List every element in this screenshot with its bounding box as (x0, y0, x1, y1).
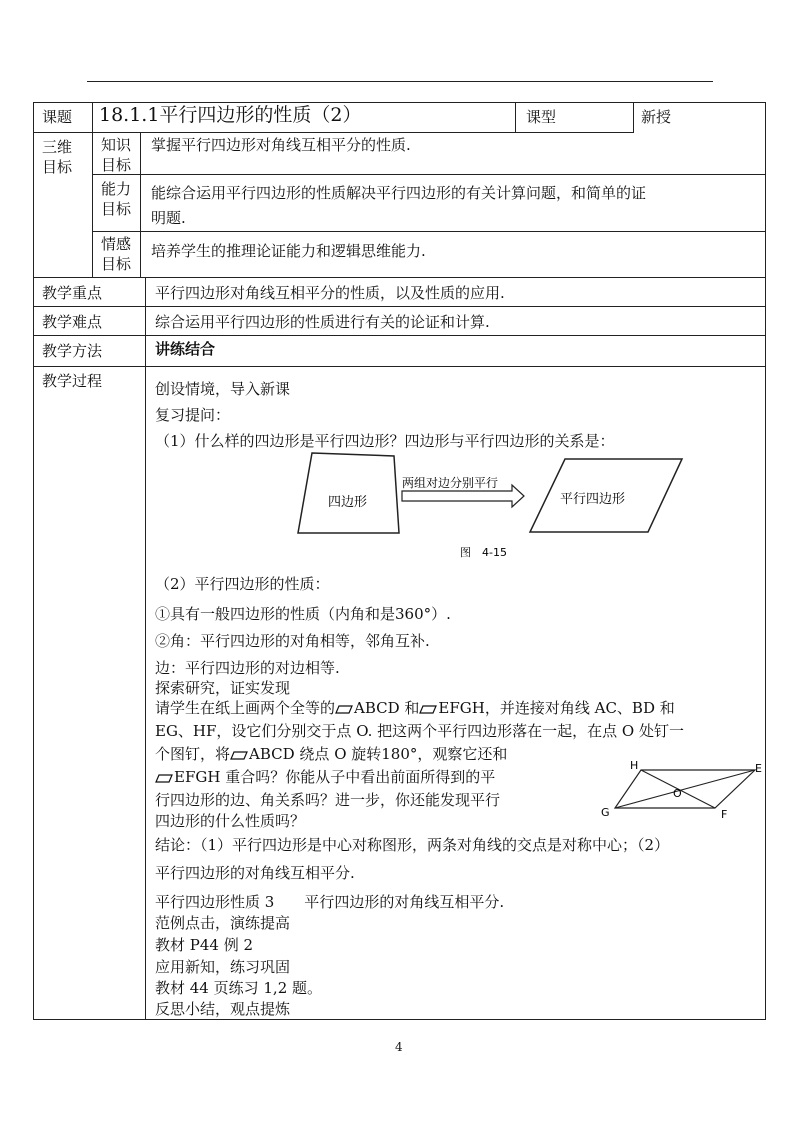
method-text: 讲练结合 (155, 340, 216, 358)
vertex-g: G (601, 806, 610, 819)
knowledge-label-2: 目标 (101, 156, 132, 174)
parallelogram-icon (155, 774, 173, 783)
summary-title: 反思小结，观点提炼 (155, 1000, 291, 1018)
process-review: 复习提问： (155, 406, 231, 424)
parallelogram-label: 平行四边形 (560, 492, 626, 507)
property-3: 边：平行四边形的对边相等. (155, 659, 340, 677)
quadrilateral-label: 四边形 (328, 495, 368, 510)
method-label: 教学方法 (42, 342, 103, 360)
explore-line-1 (155, 697, 675, 719)
quadrilateral-shape (298, 453, 399, 533)
ability-text-2: 明题. (151, 209, 186, 227)
figure-caption: 图 4-15 (460, 546, 507, 559)
explore-line-3 (155, 743, 507, 765)
arrow-label: 两组对边分别平行 (402, 476, 499, 490)
vertex-e: E (755, 762, 762, 775)
knowledge-text: 掌握平行四边形对角线互相平分的性质. (151, 136, 411, 154)
explore-line-2: EG、HF，设它们分别交于点 O. 把这两个平行四边形落在一起，在点 O 处钉一 (155, 722, 684, 740)
quadrilateral-relation-figure (290, 451, 690, 561)
parallelogram-icon (419, 705, 437, 714)
explore-line-1a: 请学生在纸上画两个全等的 (155, 699, 336, 717)
lesson-title: 18.1.1平行四边形的性质（2） (99, 104, 362, 126)
explore-line-4-text: EFGH 重合吗？你能从子中看出前面所得到的平 (174, 768, 496, 786)
vertex-f: F (721, 808, 728, 820)
explore-line-1b: ABCD 和 (354, 699, 420, 717)
ability-label-2: 目标 (101, 200, 132, 218)
question-1: （1）什么样的四边形是平行四边形？四边形与平行四边形的关系是： (155, 432, 615, 450)
question-2: （2）平行四边形的性质： (155, 575, 330, 593)
parallelogram-icon (335, 705, 353, 714)
explore-title: 探索研究，证实发现 (155, 679, 291, 697)
process-label: 教学过程 (42, 372, 103, 390)
vertex-h: H (630, 759, 639, 772)
emotion-label-2: 目标 (101, 255, 132, 273)
keypoint-text: 平行四边形对角线互相平分的性质，以及性质的应用. (155, 284, 505, 302)
center-o: O (673, 787, 682, 800)
explore-line-3b: ABCD 绕点 O 旋转180°，观察它还和 (249, 745, 508, 763)
explore-line-6: 四边形的什么性质吗？ (155, 812, 306, 830)
parallelogram-efgh-figure (597, 758, 767, 820)
conclusion-2: 平行四边形的对角线互相平分. (155, 864, 355, 882)
explore-line-4 (155, 766, 495, 788)
header-rule (87, 81, 713, 82)
explore-line-3a: 个图钉，将 (155, 745, 231, 763)
parallelogram-icon (230, 751, 248, 760)
label-topic: 课题 (42, 108, 73, 126)
goals-label-2: 目标 (42, 158, 73, 176)
ability-label-1: 能力 (101, 180, 132, 198)
property-2: ②角：平行四边形的对角相等，邻角互补. (155, 632, 430, 650)
conclusion-1: 结论：（1）平行四边形是中心对称图形，两条对角线的交点是对称中心；（2） (155, 836, 670, 854)
difficulty-text: 综合运用平行四边形的性质进行有关的论证和计算. (155, 313, 490, 331)
process-intro: 创设情境，导入新课 (155, 380, 291, 398)
emotion-label-1: 情感 (101, 235, 132, 253)
property-3-statement: 平行四边形性质 3 平行四边形的对角线互相平分. (155, 893, 505, 911)
goals-label-1: 三维 (42, 138, 73, 156)
example-title: 范例点击，演练提高 (155, 914, 291, 932)
difficulty-label: 教学难点 (42, 313, 103, 331)
apply-title: 应用新知，练习巩固 (155, 958, 291, 976)
diagonal-ge (615, 770, 755, 808)
page-number: 4 (395, 1040, 403, 1054)
knowledge-label-1: 知识 (101, 136, 132, 154)
keypoint-label: 教学重点 (42, 284, 103, 302)
example-reference: 教材 P44 例 2 (155, 936, 254, 954)
practice-reference: 教材 44 页练习 1,2 题。 (155, 979, 323, 997)
explore-line-1c: EFGH，并连接对角线 AC、BD 和 (438, 699, 675, 717)
property-1: ①具有一般四边形的性质（内角和是360°）. (155, 605, 451, 623)
process-label-cell (33, 367, 146, 1020)
course-type-value: 新授 (641, 108, 672, 126)
method-text-cell (146, 336, 766, 367)
emotion-text: 培养学生的推理论证能力和逻辑思维能力. (151, 242, 426, 260)
explore-line-5: 行四边形的边、角关系吗？进一步，你还能发现平行 (155, 791, 501, 809)
label-course-type: 课型 (526, 108, 557, 126)
ability-text-1: 能综合运用平行四边形的性质解决平行四边形的有关计算问题，和简单的证 (151, 184, 647, 202)
